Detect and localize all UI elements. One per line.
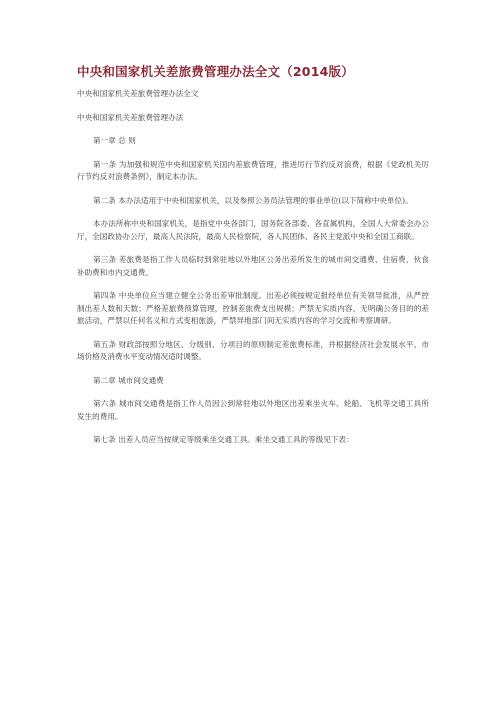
article-5: 第五条 财政部按照分地区、分级别、分项目的原则制定差旅费标准，并根据经济社会发展水平、市场价格及消费水平变动情况适时调整。 xyxy=(77,339,429,361)
article-2: 第二条 本办法适用于中央和国家机关，以及参照公务员法管理的事业单位(以下简称中央单位)。 xyxy=(93,195,413,205)
chapter-heading-2: 第二章 城市间交通费 xyxy=(93,375,164,385)
chapter-heading-1: 第一章 总 则 xyxy=(93,136,136,145)
article-1: 第一条 为加强和规范中央和国家机关国内差旅费管理，推进厉行节约反对浪费，根据《党政机关厉行节约反对浪费条例》，制定本办法。 xyxy=(77,159,429,181)
article-6: 第六条 城市间交通费是指工作人员因公到常驻地以外地区出差乘坐火车、轮船、飞机等交通工具所发生的费用。 xyxy=(77,399,429,421)
document-page xyxy=(77,64,429,458)
article-3: 第三条 差旅费是指工作人员临时到常驻地以外地区公务出差所发生的城市间交通费、住宿费、伙食补助费和市内交通费。 xyxy=(77,255,429,277)
article-2-note: 本办法所称中央和国家机关，是指党中央各部门，国务院各部委、各直属机构，全国人大常委会办公厅，全国政协办公厅，最高人民法院，最高人民检察院，各人民团体、各民主党派中央和全国工商联。 xyxy=(77,219,429,241)
subtitle-short: 中央和国家机关差旅费管理办法 xyxy=(77,112,184,122)
document-title: 中央和国家机关差旅费管理办法全文（2014版） xyxy=(77,64,354,79)
article-4: 第四条 中央单位应当建立健全公务出差审批制度。出差必须按规定报经单位有关领导批准，从严控制出差人数和天数；严格差旅费预算管理，控制差旅费支出规模；严禁无实质内容、无明确公务目的的差旅活动，严禁以任何名义和方式变相旅游，严禁异地部门间无实质内容的学习交流和考察调研。 xyxy=(77,291,429,325)
subtitle-full: 中央和国家机关差旅费管理办法全文 xyxy=(77,89,199,98)
article-7: 第七条 出差人员应当按规定等级乘坐交通工具。乘坐交通工具的等级见下表： xyxy=(93,435,354,444)
